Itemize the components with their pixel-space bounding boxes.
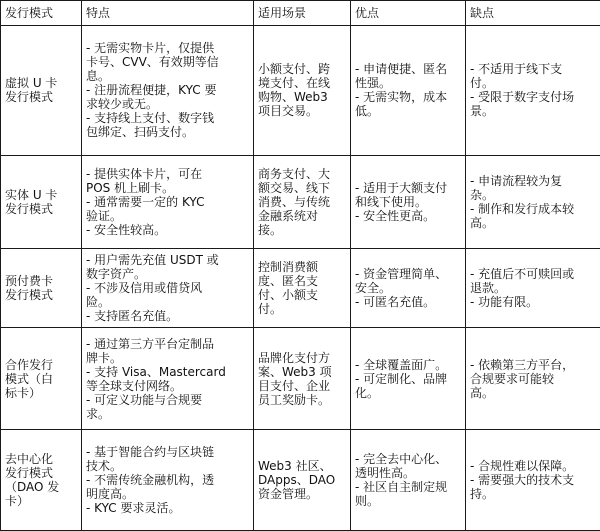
- cell-line: 付。: [258, 301, 283, 316]
- cell-line: 高。: [470, 215, 495, 230]
- cell-line: - 支持 Visa、Mastercard: [86, 364, 226, 379]
- cell-line: 和线下使用。: [355, 194, 428, 209]
- cell-line: 杂。: [470, 187, 495, 202]
- cell-line: - KYC 要求灵活。: [86, 501, 181, 516]
- cell-line: 数字资产。: [86, 266, 147, 281]
- cell-line: 等全球支付网络。: [86, 378, 183, 393]
- cell-line: 接。: [258, 222, 283, 237]
- cell-features: [82, 26, 254, 156]
- cell-line: 虚拟 U 卡: [5, 76, 58, 91]
- cell-pros: [351, 327, 466, 430]
- cell-line: 预付费卡: [5, 273, 54, 288]
- cell-line: （DAO 发: [5, 480, 60, 495]
- cell-line: 合规要求可能较: [470, 371, 555, 386]
- cell-line: 低。: [355, 104, 380, 119]
- cell-line: 品牌化支付方: [258, 350, 331, 365]
- cell-features: [82, 430, 254, 531]
- cell-line: - 可定制化、品牌: [355, 371, 448, 386]
- cell-line: 持。: [470, 487, 495, 502]
- cell-line: 技术。: [86, 459, 123, 474]
- cell-line: - 安全性更高。: [355, 208, 436, 223]
- cell-line: 额交易、线下: [258, 180, 331, 195]
- cell-pros: [351, 430, 466, 531]
- cell-line: - 注册流程便捷，KYC 要: [86, 83, 217, 98]
- cell-line: 发行模式: [5, 90, 54, 105]
- cell-line: 金融系统对: [258, 208, 319, 223]
- cell-line: - 支持匿名充值。: [86, 308, 179, 323]
- cell-line: - 基于智能合约与区块链: [86, 445, 215, 460]
- cell-line: - 依赖第三方平台，: [470, 357, 575, 372]
- cell-line: 则。: [355, 494, 380, 509]
- cell-line: 险。: [86, 294, 111, 309]
- cell-scenarios: [254, 26, 351, 156]
- header-pros: 优点: [351, 1, 466, 26]
- cell-mode: [1, 248, 82, 327]
- cell-line: 化。: [355, 385, 380, 400]
- cell-line: 实体 U 卡: [5, 187, 58, 202]
- cell-line: 资金管理。: [258, 487, 319, 502]
- cell-cons: [466, 248, 600, 327]
- cell-line: 项目交易。: [258, 104, 319, 119]
- cell-line: 明度高。: [86, 487, 135, 502]
- cell-line: 求较少或无。: [86, 97, 159, 112]
- header-row: [1, 1, 600, 26]
- cell-cons: [466, 327, 600, 430]
- cell-line: - 可匿名充值。: [355, 294, 436, 309]
- cell-line: - 不适用于线下支: [470, 62, 563, 77]
- cell-line: 度、匿名支: [258, 273, 319, 288]
- cell-mode: [1, 155, 82, 248]
- cell-line: Web3 社区、: [258, 459, 332, 474]
- table-row: [1, 327, 600, 430]
- cell-line: - 无需实物卡片，仅提供: [86, 41, 215, 56]
- cell-line: - 社区自主制定规: [355, 480, 448, 495]
- cell-line: 发行模式: [5, 287, 54, 302]
- cell-line: - 申请便捷、匿名: [355, 62, 448, 77]
- cell-line: 景。: [470, 104, 495, 119]
- cell-line: POS 机上刷卡。: [86, 180, 175, 195]
- cell-line: 包绑定、扫码支付。: [86, 125, 195, 140]
- cell-line: - 制作和发行成本较: [470, 201, 575, 216]
- cell-pros: [351, 26, 466, 156]
- cell-line: - 申请流程较为复: [470, 173, 563, 188]
- cell-line: 发行模式: [5, 466, 54, 481]
- cell-line: 目支付、企业: [258, 378, 331, 393]
- cell-features: [82, 248, 254, 327]
- cell-line: - 支持线上支付、数字钱: [86, 111, 215, 126]
- table-row: [1, 155, 600, 248]
- cell-line: 高。: [470, 385, 495, 400]
- cell-scenarios: [254, 248, 351, 327]
- table-row: [1, 430, 600, 531]
- cell-line: - 完全去中心化、: [355, 452, 448, 467]
- cell-line: 牌卡。: [86, 350, 123, 365]
- cell-line: - 安全性较高。: [86, 222, 167, 237]
- cell-line: - 通常需要一定的 KYC: [86, 194, 205, 209]
- cell-mode: [1, 327, 82, 430]
- cell-line: - 通过第三方平台定制品: [86, 336, 215, 351]
- cell-line: - 合规性难以保障。: [470, 459, 575, 474]
- cell-line: - 充值后不可赎回或: [470, 266, 575, 281]
- cell-line: 卡）: [5, 494, 30, 509]
- cell-line: 合作发行: [5, 357, 54, 372]
- cell-line: 控制消费额: [258, 259, 319, 274]
- cell-line: 小额支付、跨: [258, 62, 331, 77]
- cell-line: 安全。: [355, 280, 392, 295]
- cell-line: 付。: [470, 76, 495, 91]
- cell-line: 卡号、CVV、有效期等信: [86, 55, 219, 70]
- cell-line: 境支付、在线: [258, 76, 331, 91]
- cell-line: - 提供实体卡片，可在: [86, 166, 203, 181]
- cell-mode: [1, 430, 82, 531]
- cell-cons: [466, 26, 600, 156]
- cell-line: 商务支付、大: [258, 166, 331, 181]
- cell-line: 消费、与传统: [258, 194, 331, 209]
- cell-line: 求。: [86, 406, 111, 421]
- cell-cons: [466, 430, 600, 531]
- cell-line: 发行模式: [5, 201, 54, 216]
- cell-cons: [466, 155, 600, 248]
- cell-line: - 不涉及信用或借贷风: [86, 280, 203, 295]
- cell-pros: [351, 155, 466, 248]
- cell-line: 退款。: [470, 280, 507, 295]
- cell-line: DApps、DAO: [258, 473, 336, 488]
- table-row: [1, 26, 600, 156]
- cell-line: - 可定义功能与合规要: [86, 392, 203, 407]
- cell-mode: [1, 26, 82, 156]
- cell-line: 案、Web3 项: [258, 364, 332, 379]
- header-scenarios: 适用场景: [254, 1, 351, 26]
- cell-line: - 全球覆盖面广。: [355, 357, 448, 372]
- header-features: 特点: [82, 1, 254, 26]
- cell-features: [82, 327, 254, 430]
- cell-line: 付、小额支: [258, 287, 319, 302]
- cell-scenarios: [254, 155, 351, 248]
- cell-line: 验证。: [86, 208, 123, 223]
- cell-line: 性强。: [355, 76, 392, 91]
- table-row: [1, 248, 600, 327]
- cell-line: 购物、Web3: [258, 90, 328, 105]
- cell-line: - 受限于数字支付场: [470, 90, 575, 105]
- cell-pros: [351, 248, 466, 327]
- header-cons: 缺点: [466, 1, 600, 26]
- cell-line: 标卡）: [5, 385, 42, 400]
- cell-line: - 用户需先充值 USDT 或: [86, 252, 219, 267]
- cell-line: 去中心化: [5, 452, 54, 467]
- cell-line: - 不需传统金融机构，透: [86, 473, 215, 488]
- cell-scenarios: [254, 430, 351, 531]
- cell-line: - 需要强大的技术支: [470, 473, 575, 488]
- cell-scenarios: [254, 327, 351, 430]
- cell-line: - 资金管理简单、: [355, 266, 448, 281]
- cell-line: 透明性高。: [355, 466, 416, 481]
- cell-line: 息。: [86, 69, 111, 84]
- cell-features: [82, 155, 254, 248]
- cell-line: - 适用于大额支付: [355, 180, 448, 195]
- cell-line: - 无需实物，成本: [355, 90, 448, 105]
- cell-line: 员工奖励卡。: [258, 392, 331, 407]
- cell-line: - 功能有限。: [470, 294, 539, 309]
- cell-line: 模式（白: [5, 371, 54, 386]
- header-mode: 发行模式: [1, 1, 82, 26]
